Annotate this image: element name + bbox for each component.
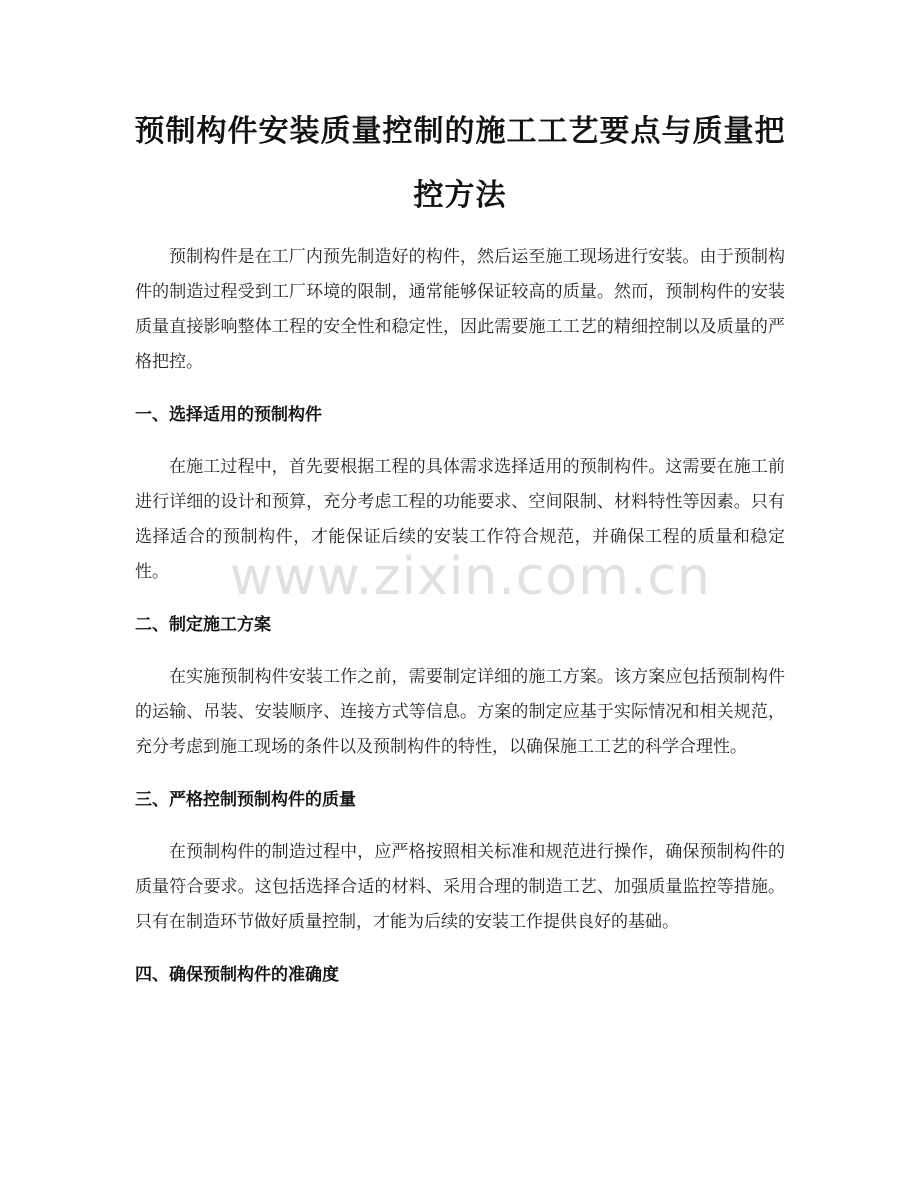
document-title: 预制构件安装质量控制的施工工艺要点与质量把控方法 xyxy=(134,114,786,213)
section-heading-2: 二、制定施工方案 xyxy=(135,615,271,635)
intro-paragraph: 预制构件是在工厂内预先制造好的构件，然后运至施工现场进行安装。由于预制构件的制造过程受到工厂环境的限制，通常能够保证较高的质量。然而，预制构件的安装质量直接影响整体工程的安全性和稳定性，因此需要施工工艺的精细控制以及质量的严格把控。 xyxy=(135,247,785,372)
watermark-text: www.zixin.com.cn xyxy=(230,547,711,607)
section-paragraph-2: 在实施预制构件安装工作之前，需要制定详细的施工方案。该方案应包括预制构件的运输、吊装、安装顺序、连接方式等信息。方案的制定应基于实际情况和相关规范，充分考虑到施工现场的条件以及预制构件的特性，以确保施工工艺的科学合理性。 xyxy=(135,667,785,757)
section-heading-4: 四、确保预制构件的准确度 xyxy=(135,965,339,985)
section-heading-3: 三、严格控制预制构件的质量 xyxy=(135,790,356,810)
section-heading-1: 一、选择适用的预制构件 xyxy=(135,405,322,425)
document-body xyxy=(135,240,785,993)
section-paragraph-3: 在预制构件的制造过程中，应严格按照相关标准和规范进行操作，确保预制构件的质量符合要求。这包括选择合适的材料、采用合理的制造工艺、加强质量监控等措施。只有在制造环节做好质量控制，才能为后续的安装工作提供良好的基础。 xyxy=(135,842,785,932)
section-paragraph-1: 在施工过程中，首先要根据工程的具体需求选择适用的预制构件。这需要在施工前进行详细的设计和预算，充分考虑工程的功能要求、空间限制、材料特性等因素。只有选择适合的预制构件，才能保证后续的安装工作符合规范，并确保工程的质量和稳定性。 xyxy=(135,457,785,582)
